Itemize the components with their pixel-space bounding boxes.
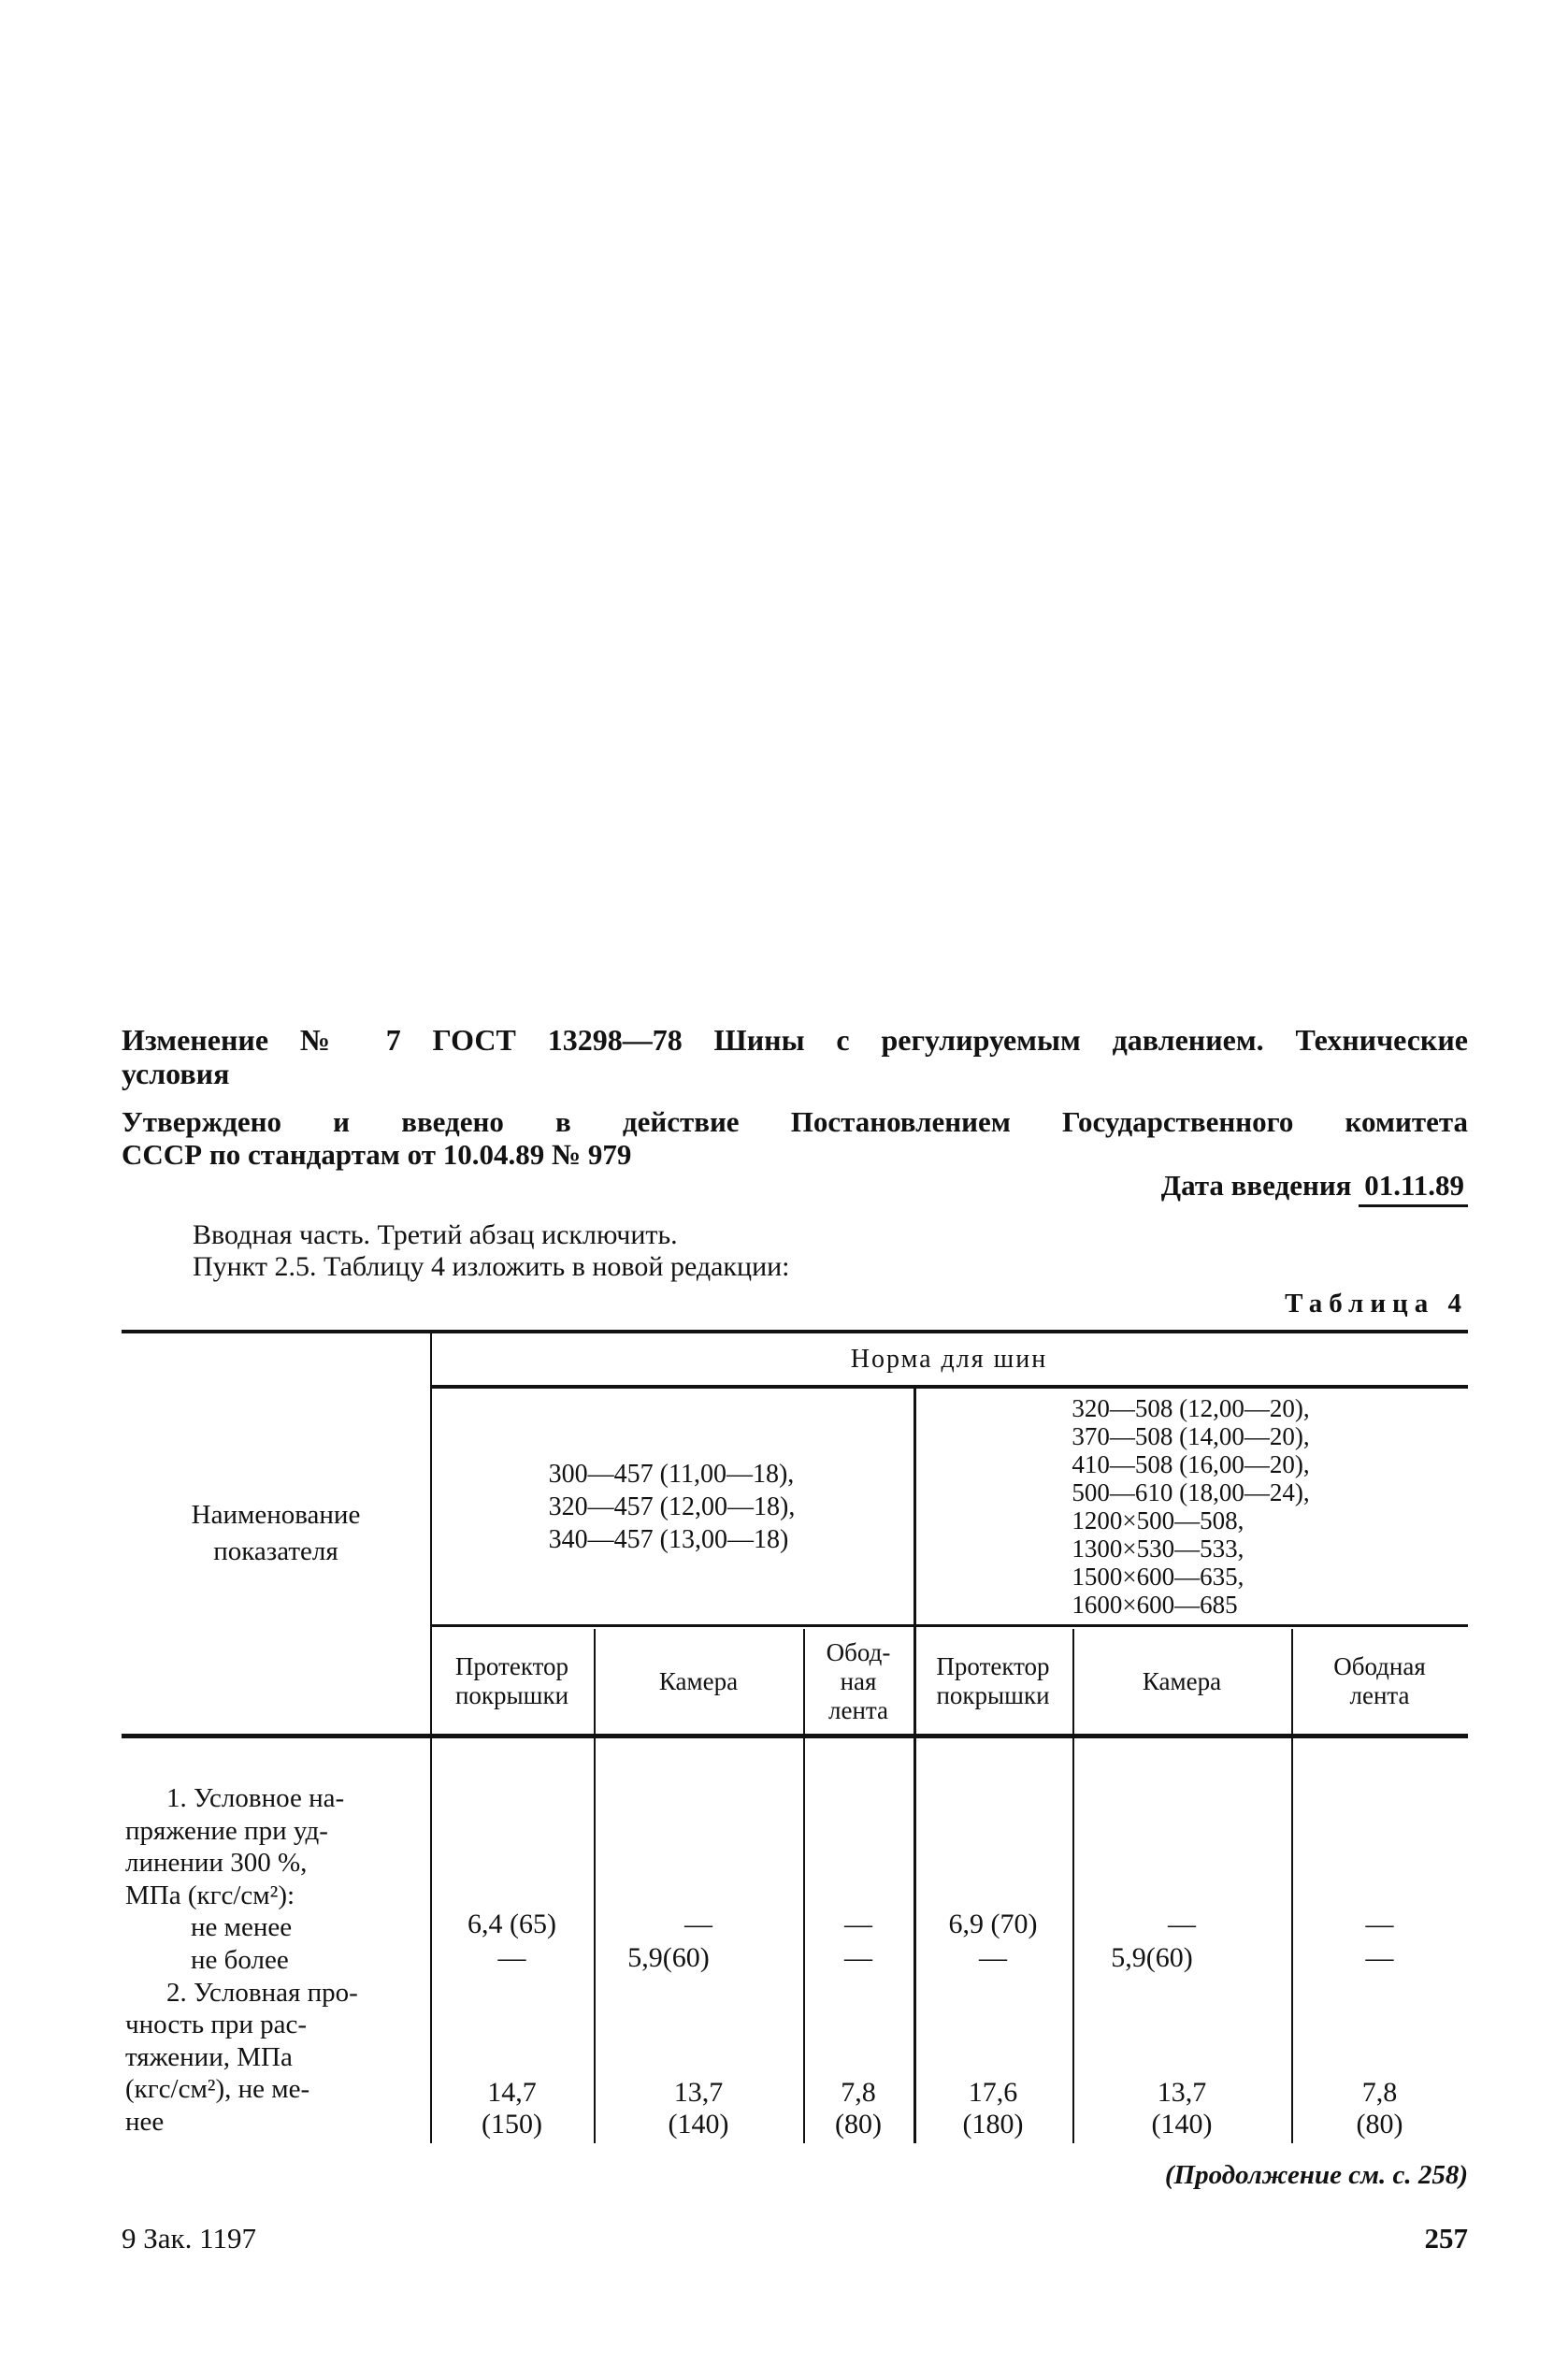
amendment-title-line1: Изменение № 7 ГОСТ 13298—78 Шины с регулируемым давлением. Технические [122,1023,1468,1057]
strength-kgs: (140) [668,2109,729,2140]
strength-mpa: 7,8 [1361,2077,1398,2108]
value-strength-obodnaya1 [803,2077,913,2140]
value-strength-kamera2 [1072,2077,1291,2140]
group2-size-3: 410—508 (16,00—20), [1072,1450,1310,1478]
group2-sizes-cell [913,1389,1468,1624]
subheader-obodnaya-2 [1291,1627,1468,1734]
value-nebolee-obodnaya2: — [1365,1942,1394,1973]
strength-mpa: 7,8 [841,2077,876,2108]
group1-size-3: 340—457 (13,00—18) [548,1524,789,1554]
value-nemenee-kamera1: — [684,1909,712,1939]
name-header-line2: показателя [213,1536,338,1566]
param1-line: МПа (кгс/см²): [125,1880,295,1910]
value-nebolee-protector1: — [497,1942,526,1973]
amendment-title-line2: условия [122,1057,230,1090]
value-strength-kamera1 [594,2077,803,2140]
approval-paragraph [122,1105,1468,1171]
value-nebolee-kamera2: 5,9(60) [1111,1942,1193,1973]
param2-line: нее [125,2106,165,2137]
name-header-line1: Наименование [191,1500,361,1530]
strength-mpa: 17,6 [968,2077,1018,2108]
value-nebolee-kamera1: 5,9(60) [627,1942,710,1973]
norms-table [122,1330,1468,2145]
subheader-text: Обод- [826,1637,891,1666]
norm-header-cell: Норма для шин [850,1345,1048,1374]
subheader-obodnaya-1 [803,1627,913,1734]
amendment-title [122,1023,1468,1090]
page-number: 257 [1424,2222,1468,2255]
group1-size-2: 320—457 (12,00—18), [548,1491,796,1521]
parameter-name-column [125,1782,426,2139]
value-nemenee-obodnaya1: — [844,1909,872,1939]
print-order-number: 9 Зак. 1197 [122,2222,256,2255]
subheader-text: лента [827,1695,889,1724]
param1-line: пряжение при уд- [125,1815,328,1846]
param1-line: 1. Условное на- [166,1783,345,1813]
subheader-protector-2 [913,1627,1072,1734]
group2-size-2: 370—508 (14,00—20), [1072,1422,1310,1450]
date-label: Дата введения [1160,1169,1352,1202]
value-nemenee-protector1: 6,4 (65) [468,1909,556,1939]
group2-size-5: 1200×500—508, [1072,1506,1244,1535]
strength-mpa: 13,7 [673,2077,724,2108]
value-nemenee-protector2: 6,9 (70) [948,1909,1038,1939]
value-nebolee-obodnaya1: — [844,1942,872,1973]
page-footer [122,2222,1468,2255]
value-nemenee-kamera2: — [1168,1909,1196,1939]
approval-line1: Утверждено и введено в действие Постановлением Государственного комитета [122,1105,1468,1138]
value-strength-protector1 [430,2077,594,2140]
subheader-text: ная [840,1666,877,1695]
group1-size-1: 300—457 (11,00—18), [548,1459,795,1489]
subheader-text: покрышки [454,1681,569,1709]
param1-ne-bolee: не более [191,1944,289,1975]
subheader-protector-1 [430,1627,594,1734]
strength-kgs: (80) [1356,2109,1403,2140]
header-bottom-rule [122,1734,1468,1738]
name-header-cell [122,1333,430,1734]
param2-line: 2. Условная про- [166,1977,358,2008]
strength-kgs: (180) [962,2109,1024,2140]
subheader-text: покрышки [936,1681,1050,1709]
introduction-date-line [122,1169,1468,1202]
approval-line2: СССР по стандартам от 10.04.89 № 979 [122,1138,632,1171]
subheader-kamera-1: Камера [658,1666,739,1695]
date-value: 01.11.89 [1359,1169,1468,1207]
subheader-text: лента [1349,1681,1410,1709]
group2-size-4: 500—610 (18,00—24), [1072,1478,1310,1506]
param1-ne-menee: не менее [191,1912,293,1943]
continuation-note: (Продолжение см. с. 258) [1164,2160,1468,2190]
group1-sizes-cell [430,1389,913,1624]
value-nemenee-obodnaya2: — [1365,1909,1394,1939]
subheader-text: Протектор [454,1652,569,1680]
value-nebolee-protector2: — [979,1942,1007,1973]
strength-kgs: (80) [835,2109,882,2140]
intro-part-paragraph: Вводная часть. Третий абзац исключить. [193,1219,678,1250]
strength-kgs: (140) [1151,2109,1213,2140]
group2-size-7: 1500×600—635, [1072,1563,1244,1591]
table-caption: Таблица 4 [1285,1289,1468,1318]
param1-line: линении 300 %, [125,1848,308,1879]
value-strength-obodnaya2 [1291,2077,1468,2140]
value-strength-protector2 [913,2077,1072,2140]
subheader-text: Ободная [1333,1652,1426,1680]
param2-line: чность при рас- [125,2010,308,2040]
param2-line: (кгс/см²), не ме- [125,2074,310,2105]
strength-mpa: 13,7 [1157,2077,1207,2108]
strength-kgs: (150) [482,2109,542,2140]
subheader-kamera-2: Камера [1142,1666,1222,1695]
group2-size-6: 1300×530—533, [1072,1535,1244,1563]
group2-size-1: 320—508 (12,00—20), [1072,1394,1310,1422]
subheader-text: Протектор [936,1652,1050,1680]
strength-mpa: 14,7 [487,2077,537,2108]
param2-line: тяжении, МПа [125,2041,293,2072]
point-2-5-paragraph: Пункт 2.5. Таблицу 4 изложить в новой редакции: [193,1251,790,1282]
group2-size-8: 1600×600—685 [1072,1591,1238,1619]
